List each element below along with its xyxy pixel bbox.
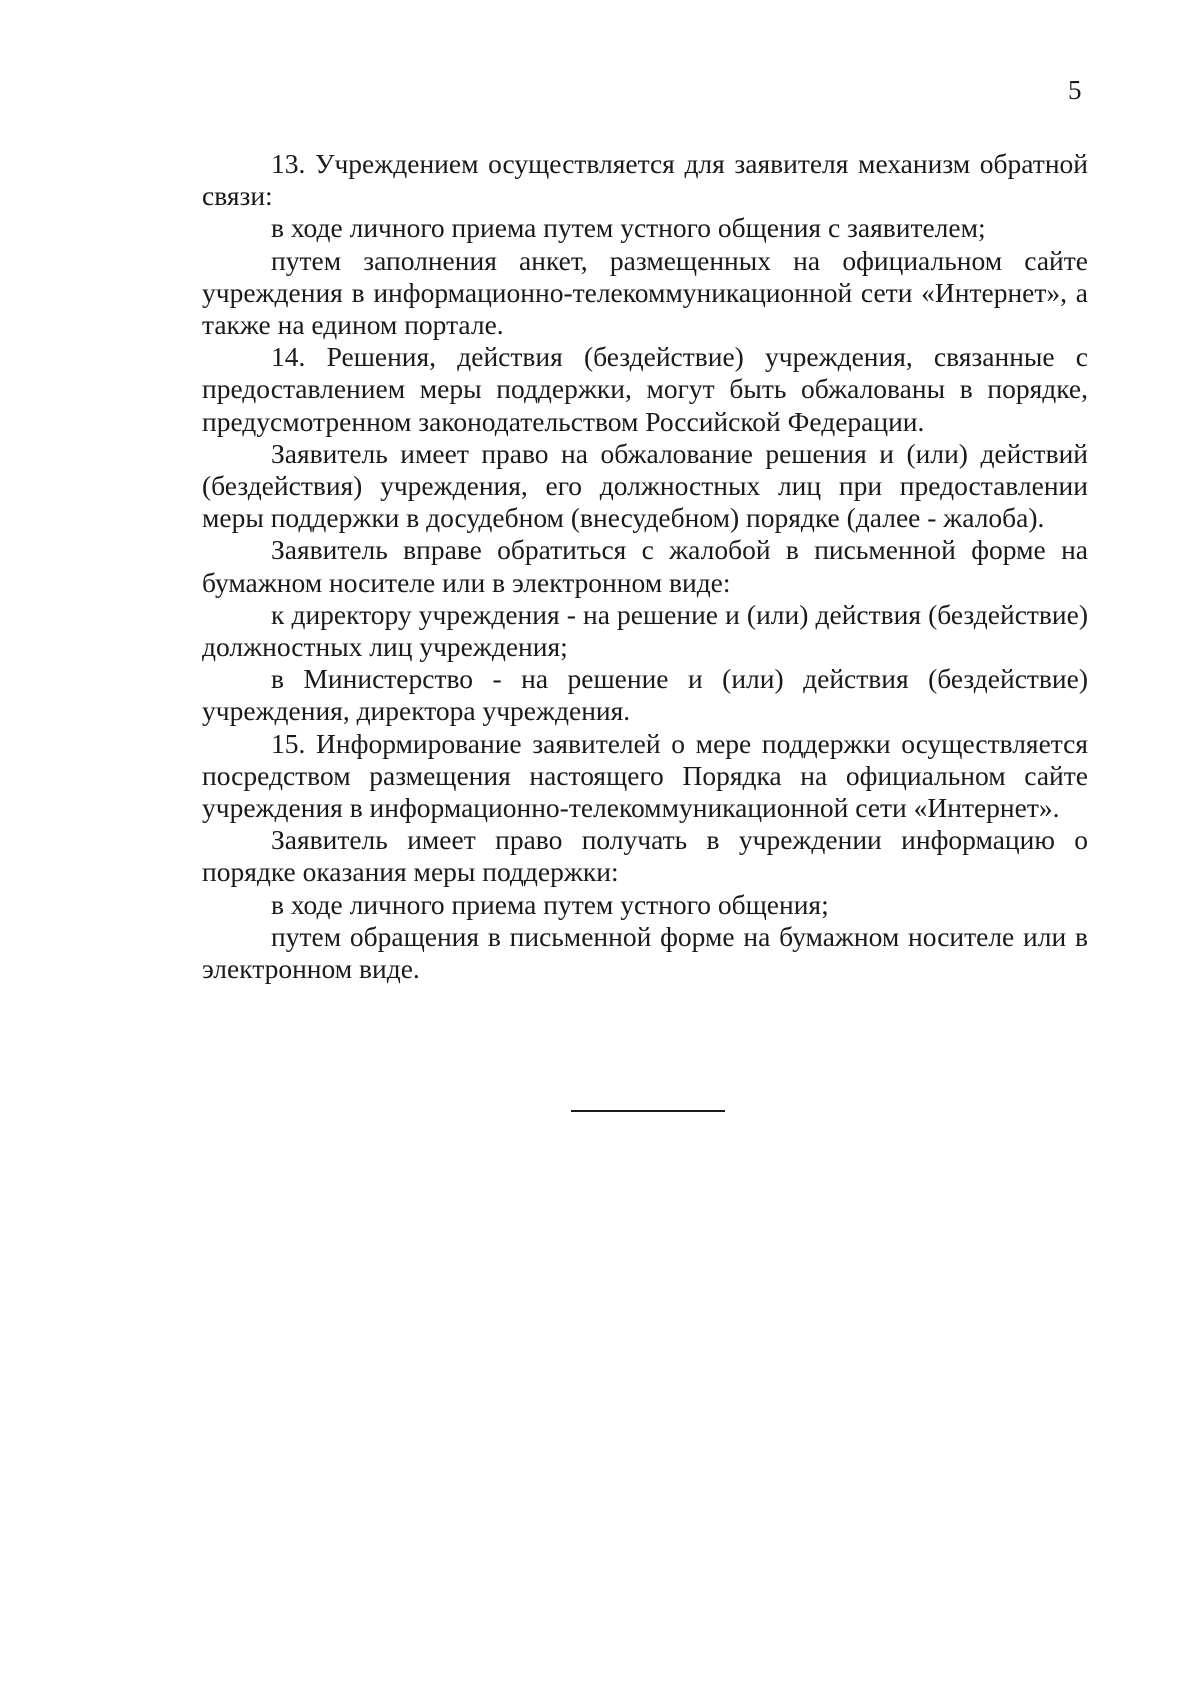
paragraph-info-personal: в ходе личного приема путем устного общения; [271,888,829,920]
paragraph-appeal-right: Заявитель имеет право на обжалование решения и (или) действий (бездействия) учреждения, его должностных лиц при предоставлении меры поддержки в досудебном (внесудебном) порядке (далее - жалоба). [202,437,1088,534]
paragraph-14: 14. Решения, действия (бездействие) учреждения, связанные с предоставлением меры поддержки, могут быть обжалованы в порядке, предусмотренном законодательством Российской Федерации. [202,341,1088,437]
paragraph-info-written: путем обращения в письменной форме на бумажном носителе или в электронном виде. [202,920,1088,985]
document-body [202,148,1088,985]
paragraph-feedback-survey: путем заполнения анкет, размещенных на официальном сайте учреждения в информационно-телекоммуникационной сети «Интернет», а также на едином портале. [202,244,1088,341]
end-of-document-line [571,1110,725,1112]
page-number: 5 [1068,75,1082,105]
paragraph-15: 15. Информирование заявителей о мере поддержки осуществляется посредством размещения настоящего Порядка на официальном сайте учреждения в информационно-телекоммуникационной сети «Интернет». [202,727,1088,824]
paragraph-appeal-director: к директору учреждения - на решение и (или) действия (бездействие) должностных лиц учреждения; [202,598,1088,663]
paragraph-13: 13. Учреждением осуществляется для заявителя механизм обратной связи: [202,148,1088,212]
paragraph-appeal-form: Заявитель вправе обратиться с жалобой в письменной форме на бумажном носителе или в электронном виде: [202,534,1088,598]
paragraph-appeal-ministry: в Министерство - на решение и (или) действия (бездействие) учреждения, директора учреждения. [202,663,1088,727]
paragraph-info-right: Заявитель имеет право получать в учреждении информацию о порядке оказания меры поддержки: [202,824,1088,888]
paragraph-feedback-personal: в ходе личного приема путем устного общения с заявителем; [271,212,986,244]
